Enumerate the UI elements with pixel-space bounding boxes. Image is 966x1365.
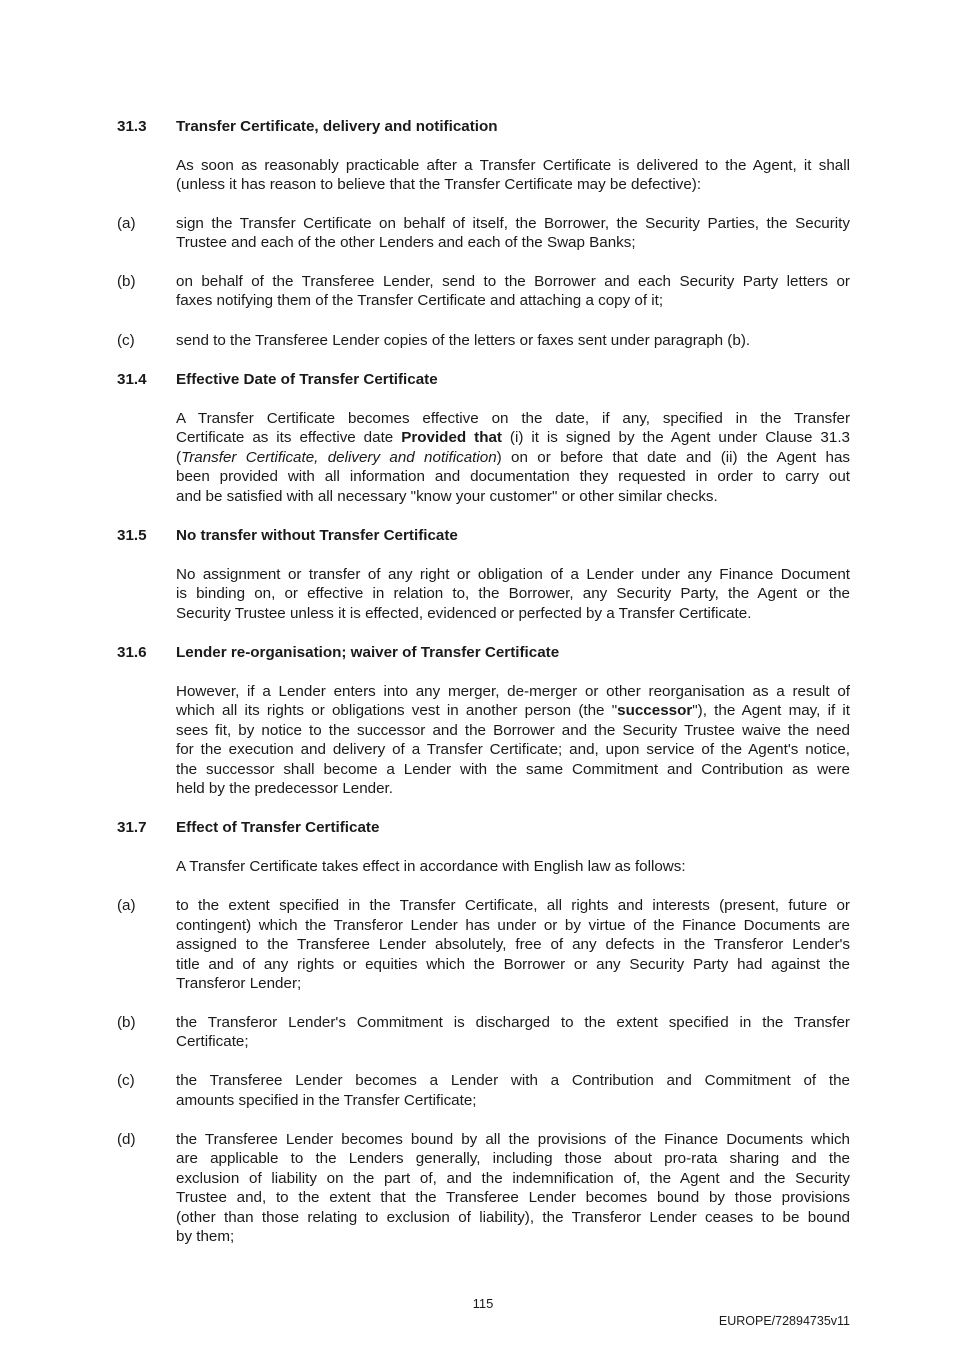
text-run: "), the Agent may, if it — [692, 702, 851, 719]
list-label: (a) — [117, 897, 136, 914]
paragraph-line: No assignment or transfer of any right or obligation of a Lender under any Finance Document — [176, 566, 850, 583]
paragraph-line: and be satisfied with all necessary "know your customer" or other similar checks. — [176, 488, 718, 505]
section-heading: Lender re-organisation; waiver of Transfer Certificate — [176, 644, 560, 661]
list-item-line: faxes notifying them of the Transfer Certificate and attaching a copy of it; — [176, 292, 664, 309]
paragraph-line: sees fit, by notice to the successor and the Borrower and the Security Trustee waive the need — [176, 722, 850, 739]
paragraph-line: A Transfer Certificate becomes effective on the date, if any, specified in the Transfer — [176, 410, 850, 427]
section-number: 31.7 — [117, 819, 147, 836]
list-item-line: the Transferor Lender's Commitment is discharged to the extent specified in the Transfer — [176, 1014, 850, 1031]
list-item-line: title and of any rights or equities which the Borrower or any Security Party had against the — [176, 956, 850, 973]
text-run: ( — [176, 449, 182, 466]
bold-term: successor — [617, 702, 693, 719]
bold-term: Provided that — [401, 429, 502, 446]
section-number: 31.3 — [117, 118, 147, 135]
list-item-line: by them; — [176, 1228, 235, 1245]
list-item-line: to the extent specified in the Transfer Certificate, all rights and interests (present, future or — [176, 897, 850, 914]
paragraph-line: As soon as reasonably practicable after a Transfer Certificate is delivered to the Agent, it shall — [176, 157, 850, 174]
list-item-line: the Transferee Lender becomes a Lender with a Contribution and Commitment of the — [176, 1072, 850, 1089]
paragraph-line — [176, 701, 850, 721]
section-heading: No transfer without Transfer Certificate — [176, 527, 458, 544]
list-item-line: Trustee and each of the other Lenders and each of the Swap Banks; — [176, 234, 636, 251]
list-item-line: contingent) which the Transferor Lender has under or by virtue of the Finance Documents are — [176, 917, 850, 934]
section-heading: Effect of Transfer Certificate — [176, 819, 380, 836]
list-item-line: (other than those relating to exclusion of liability), the Transferor Lender ceases to be bound — [176, 1209, 850, 1226]
paragraph-line: held by the predecessor Lender. — [176, 780, 393, 797]
list-item-line: send to the Transferee Lender copies of the letters or faxes sent under paragraph (b). — [176, 332, 751, 349]
list-label: (b) — [117, 273, 136, 290]
paragraph-line: A Transfer Certificate takes effect in accordance with English law as follows: — [176, 858, 686, 875]
list-item-line: assigned to the Transferee Lender absolutely, free of any defects in the Transferor Lender's — [176, 936, 850, 953]
paragraph-line: Security Trustee unless it is effected, evidenced or perfected by a Transfer Certificate. — [176, 605, 752, 622]
section-number: 31.6 — [117, 644, 147, 661]
paragraph-line — [176, 448, 850, 468]
list-item-line: exclusion of liability on the part of, and the indemnification of, the Agent and the Security — [176, 1170, 850, 1187]
list-item-line: are applicable to the Lenders generally, including those about pro-rata sharing and the — [176, 1150, 850, 1167]
paragraph-line: the successor shall become a Lender with the same Commitment and Contribution as were — [176, 761, 850, 778]
text-run: (i) it is signed by the Agent under Clause 31.3 — [501, 429, 850, 446]
list-item-line: Transferor Lender; — [176, 975, 302, 992]
section-number: 31.4 — [117, 371, 147, 388]
section-heading: Transfer Certificate, delivery and notification — [176, 118, 498, 135]
paragraph-line: (unless it has reason to believe that the Transfer Certificate may be defective): — [176, 176, 702, 193]
list-item-line: the Transferee Lender becomes bound by all the provisions of the Finance Documents which — [176, 1131, 850, 1148]
text-run: ) on or before that date and (ii) the Agent has — [496, 449, 850, 466]
section-number: 31.5 — [117, 527, 147, 544]
list-label: (b) — [117, 1014, 136, 1031]
list-label: (c) — [117, 1072, 135, 1089]
list-item-line: Certificate; — [176, 1033, 249, 1050]
list-item-line: sign the Transfer Certificate on behalf of itself, the Borrower, the Security Parties, the Security — [176, 215, 850, 232]
text-run: Certificate as its effective date — [176, 429, 402, 446]
list-label: (d) — [117, 1131, 136, 1148]
section-heading: Effective Date of Transfer Certificate — [176, 371, 438, 388]
list-label: (a) — [117, 215, 136, 232]
paragraph-line: been provided with all information and documentation they requested in order to carry out — [176, 468, 850, 485]
page-number: 115 — [472, 1296, 494, 1311]
list-item-line: on behalf of the Transferee Lender, send to the Borrower and each Security Party letters or — [176, 273, 850, 290]
italic-reference: Transfer Certificate, delivery and notification — [181, 449, 497, 466]
paragraph-line: However, if a Lender enters into any merger, de-merger or other reorganisation as a result of — [176, 683, 850, 700]
list-item-line: Trustee and, to the extent that the Transferee Lender becomes bound by those provisions — [176, 1189, 850, 1206]
text-run: which all its rights or obligations vest in another person (the " — [176, 702, 618, 719]
list-item-line: amounts specified in the Transfer Certificate; — [176, 1092, 477, 1109]
document-reference: EUROPE/72894735v11 — [718, 1314, 850, 1328]
paragraph-line: is binding on, or effective in relation to, the Borrower, any Security Party, the Agent or the — [176, 585, 850, 602]
list-label: (c) — [117, 332, 135, 349]
paragraph-line — [176, 428, 850, 448]
paragraph-line: for the execution and delivery of a Transfer Certificate; and, upon service of the Agent's notice, — [176, 741, 850, 758]
